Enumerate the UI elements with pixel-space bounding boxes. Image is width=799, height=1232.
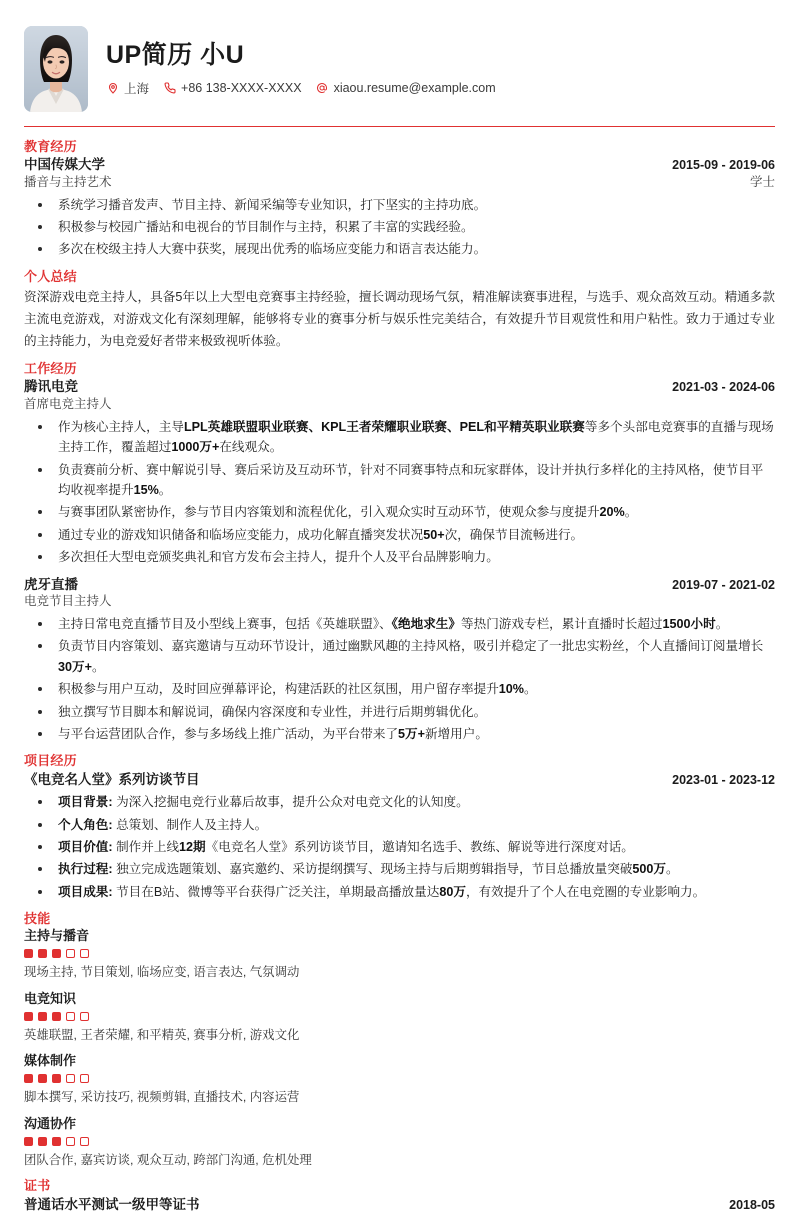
certificate-list — [24, 1196, 775, 1214]
bullet-item: 积极参与用户互动，及时回应弹幕评论，构建活跃的社区氛围，用户留存率提升10%。 — [24, 679, 775, 699]
section-projects — [24, 753, 775, 902]
work-bullets — [24, 614, 775, 744]
skill-keywords: 英雄联盟, 王者荣耀, 和平精英, 赛事分析, 游戏文化 — [24, 1027, 300, 1042]
skill-dot-empty — [66, 949, 75, 958]
work-date: 2021-03 - 2024-06 — [672, 380, 775, 395]
skill-keywords: 团队合作, 嘉宾访谈, 观众互动, 跨部门沟通, 危机处理 — [24, 1152, 312, 1167]
certificate-item — [24, 1196, 775, 1214]
project-entry-head — [24, 771, 775, 789]
skill-dot-filled — [24, 1012, 33, 1021]
skill-rating — [24, 949, 775, 958]
contact-phone-value: +86 138-XXXX-XXXX — [181, 80, 302, 95]
bullet-item: 主持日常电竞直播节目及小型线上赛事，包括《英雄联盟》、《绝地求生》等热门游戏专栏，累计直播时长超过1500小时。 — [24, 614, 775, 634]
work-entry-head — [24, 378, 775, 396]
skill-item — [24, 991, 775, 1045]
skill-dot-empty — [80, 1012, 89, 1021]
summary-text: 资深游戏电竞主持人，具备5年以上大型电竞赛事主持经验，擅长调动现场气氛，精准解读赛事进程，与选手、观众高效互动。精通多款主流电竞游戏，对游戏文化有深刻理解，能够将专业的赛事分析与娱乐性完美结合，有效提升节目观赏性和用户粘性。致力于通过专业的主持能力，为电竞爱好者带来极致视听体验。 — [24, 290, 775, 349]
education-degree: 学士 — [749, 174, 775, 189]
education-entry-sub — [24, 174, 775, 191]
section-skills — [24, 911, 775, 1169]
project-name: 《电竞名人堂》系列访谈节目 — [24, 771, 200, 787]
bullet-item: 项目成果: 节目在B站、微博等平台获得广泛关注，单期最高播放量达80万，有效提升了个人在电竞圈的专业影响力。 — [24, 882, 775, 902]
work-title: 首席电竞主持人 — [24, 396, 112, 411]
education-school: 中国传媒大学 — [24, 157, 105, 173]
section-title-projects: 项目经历 — [24, 753, 77, 769]
education-entry — [24, 156, 775, 260]
bullet-item: 执行过程: 独立完成选题策划、嘉宾邀约、采访提纲撰写、现场主持与后期剪辑指导，节目总播放量突破500万。 — [24, 859, 775, 879]
location-pin-icon — [106, 81, 119, 94]
email-at-icon — [316, 81, 329, 94]
work-company: 腾讯电竞 — [24, 379, 78, 395]
skill-dot-empty — [66, 1137, 75, 1146]
skill-name: 电竞知识 — [24, 990, 77, 1006]
profile-photo — [24, 26, 88, 112]
skill-dot-filled — [52, 949, 61, 958]
work-entry-sub — [24, 396, 775, 413]
contact-location — [106, 79, 149, 97]
work-entry-head — [24, 576, 775, 594]
skill-list — [24, 928, 775, 1169]
skill-rating — [24, 1012, 775, 1021]
work-company: 虎牙直播 — [24, 576, 78, 592]
section-summary — [24, 269, 775, 352]
skill-dot-filled — [38, 1074, 47, 1083]
bullet-item: 个人角色: 总策划、制作人及主持人。 — [24, 815, 775, 835]
skill-dot-filled — [52, 1012, 61, 1021]
skill-item — [24, 1053, 775, 1107]
skill-keywords: 脚本撰写, 采访技巧, 视频剪辑, 直播技术, 内容运营 — [24, 1090, 300, 1105]
certificate-name: 普通话水平测试一级甲等证书 — [24, 1196, 200, 1212]
work-bullets — [24, 417, 775, 568]
project-entry — [24, 771, 775, 903]
skill-dot-empty — [80, 1137, 89, 1146]
work-entry — [24, 378, 775, 567]
resume-header — [24, 26, 775, 126]
work-date: 2019-07 - 2021-02 — [672, 577, 775, 592]
work-title: 电竞节目主持人 — [24, 594, 112, 609]
project-entry-container — [24, 771, 775, 903]
candidate-name: UP简历 小U — [106, 41, 245, 70]
phone-icon — [163, 81, 176, 94]
skill-keywords: 现场主持, 节目策划, 临场应变, 语言表达, 气氛调动 — [24, 965, 300, 980]
education-major: 播音与主持艺术 — [24, 174, 112, 189]
skill-dot-empty — [80, 949, 89, 958]
skill-dot-filled — [24, 1137, 33, 1146]
section-certificates — [24, 1178, 775, 1213]
skill-dot-filled — [24, 1074, 33, 1083]
contact-email — [316, 81, 496, 95]
education-date: 2015-09 - 2019-06 — [672, 158, 775, 173]
contact-phone — [163, 81, 302, 95]
skill-name: 主持与播音 — [24, 928, 90, 944]
section-education — [24, 139, 775, 260]
skill-item — [24, 1116, 775, 1170]
section-title-summary: 个人总结 — [24, 268, 77, 284]
bullet-item: 多次担任大型电竞颁奖典礼和官方发布会主持人，提升个人及平台品牌影响力。 — [24, 547, 775, 567]
section-work — [24, 361, 775, 744]
skill-item — [24, 928, 775, 982]
work-entry-sub — [24, 593, 775, 610]
skill-dot-filled — [38, 949, 47, 958]
contact-list — [106, 79, 775, 97]
project-bullets — [24, 792, 775, 902]
bullet-item: 系统学习播音发声、节目主持、新闻采编等专业知识，打下坚实的主持功底。 — [24, 195, 775, 215]
work-entry — [24, 576, 775, 745]
bullet-item: 积极参与校园广播站和电视台的节目制作与主持，积累了丰富的实践经验。 — [24, 217, 775, 237]
skill-dot-filled — [38, 1012, 47, 1021]
skill-dot-empty — [80, 1074, 89, 1083]
skill-name: 沟通协作 — [24, 1115, 77, 1131]
section-title-certificates: 证书 — [24, 1178, 51, 1194]
skill-dot-empty — [66, 1012, 75, 1021]
work-entry-container — [24, 378, 775, 744]
education-bullets — [24, 195, 775, 260]
certificate-date: 2018-05 — [729, 1197, 775, 1212]
skill-dot-filled — [24, 949, 33, 958]
section-title-work: 工作经历 — [24, 361, 77, 377]
skill-name: 媒体制作 — [24, 1053, 77, 1069]
contact-location-value: 上海 — [124, 81, 150, 96]
bullet-item: 负责节目内容策划、嘉宾邀请与互动环节设计，通过幽默风趣的主持风格，吸引并稳定了一批忠实粉丝，个人直播间订阅量增长30万+。 — [24, 636, 775, 677]
skill-dot-filled — [52, 1137, 61, 1146]
education-entry-head — [24, 156, 775, 174]
bullet-item: 与赛事团队紧密协作，参与节目内容策划和流程优化，引入观众实时互动环节，使观众参与度提升20%。 — [24, 502, 775, 522]
skill-dot-filled — [38, 1137, 47, 1146]
bullet-item: 多次在校级主持人大赛中获奖，展现出优秀的临场应变能力和语言表达能力。 — [24, 239, 775, 259]
identity-block — [106, 41, 775, 97]
bullet-item: 负责赛前分析、赛中解说引导、赛后采访及互动环节，针对不同赛事特点和玩家群体，设计并执行多样化的主持风格，使节目平均收视率提升15%。 — [24, 460, 775, 501]
project-date: 2023-01 - 2023-12 — [672, 772, 775, 787]
bullet-item: 项目价值: 制作并上线12期《电竞名人堂》系列访谈节目，邀请知名选手、教练、解说等进行深度对话。 — [24, 837, 775, 857]
skill-rating — [24, 1137, 775, 1146]
skill-dot-filled — [52, 1074, 61, 1083]
section-title-skills: 技能 — [24, 911, 51, 927]
header-divider — [24, 126, 775, 127]
skill-dot-empty — [66, 1074, 75, 1083]
contact-email-value: xiaou.resume@example.com — [333, 80, 496, 95]
section-title-education: 教育经历 — [24, 139, 77, 154]
skill-rating — [24, 1074, 775, 1083]
bullet-item: 作为核心主持人，主导LPL英雄联盟职业联赛、KPL王者荣耀职业联赛、PEL和平精英职业联赛等多个头部电竞赛事的直播与现场主持工作，覆盖超过1000万+在线观众。 — [24, 417, 775, 458]
bullet-item: 项目背景: 为深入挖掘电竞行业幕后故事，提升公众对电竞文化的认知度。 — [24, 792, 775, 812]
bullet-item: 通过专业的游戏知识储备和临场应变能力，成功化解直播突发状况50+次，确保节目流畅进行。 — [24, 525, 775, 545]
bullet-item: 独立撰写节目脚本和解说词，确保内容深度和专业性，并进行后期剪辑优化。 — [24, 702, 775, 722]
bullet-item: 与平台运营团队合作，参与多场线上推广活动，为平台带来了5万+新增用户。 — [24, 724, 775, 744]
